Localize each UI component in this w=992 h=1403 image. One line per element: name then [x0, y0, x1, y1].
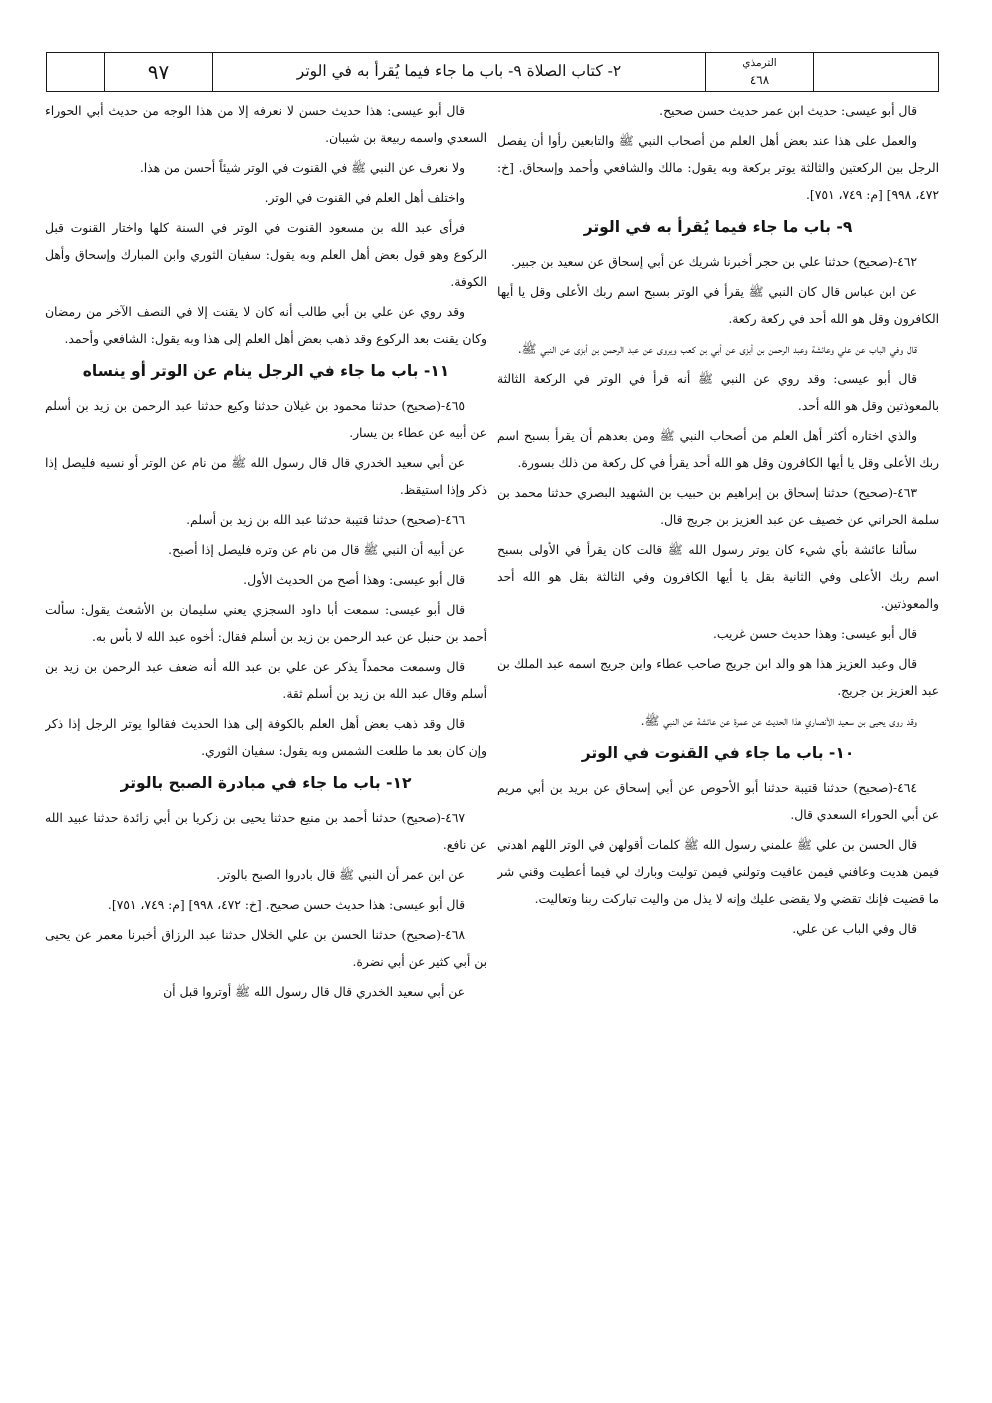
text-paragraph: ٤٦٢-(صحيح) حدثنا علي بن حجر أخبرنا شريك عن أبي إسحاق عن سعيد بن جبير. [510, 255, 917, 269]
text-paragraph: عن أبيه أن النبي ﷺ قال من نام عن وتره فليصل إذا أصبح. [168, 543, 465, 557]
chapter-heading: ١٠- باب ما جاء في القنوت في الوتر [581, 744, 855, 762]
chapter-heading: ٩- باب ما جاء فيما يُقرأ به في الوتر [583, 218, 853, 236]
text-paragraph: سألنا عائشة بأي شيء كان يوتر رسول الله ﷺ قالت كان يقرأ في الأولى بسبح اسم ربك الأعلى وفي الثانية بقل يا أيها الكافرون وفي الثالثة بقل هو الله أحد والمعوذتين. [497, 543, 939, 611]
page-header [46, 52, 939, 92]
text-paragraph: قال أبو عيسى: وهذا حديث حسن غريب. [712, 627, 917, 641]
header-page-number-cell [104, 53, 212, 91]
text-paragraph: عن أبي سعيد الخدري قال قال رسول الله ﷺ من نام عن الوتر أو نسيه فليصل إذا ذكر وإذا استيقظ. [45, 456, 487, 497]
text-paragraph: قال أبو عيسى: حديث ابن عمر حديث حسن صحيح. [659, 104, 917, 118]
text-paragraph: واختلف أهل العلم في القنوت في الوتر. [264, 191, 465, 205]
left-column [45, 98, 487, 1373]
text-paragraph: قال وفي الباب عن علي. [792, 922, 917, 936]
text-paragraph: عن ابن عمر أن النبي ﷺ قال بادروا الصبح بالوتر. [216, 868, 465, 882]
page-number: ٩٧ [147, 60, 170, 84]
text-paragraph: قال وعبد العزيز هذا هو والد ابن جريج صاحب عطاء وابن جريج اسمه عبد الملك بن عبد العزيز بن جريج. [497, 657, 939, 698]
chapter-heading: ١٢- باب ما جاء في مبادرة الصبح بالوتر [120, 774, 412, 792]
text-paragraph: قال أبو عيسى: سمعت أبا داود السجزي يعني سليمان بن الأشعث يقول: سألت أحمد بن حنبل عن عبد الرحمن بن زيد بن أسلم فقال: أخوه عبد الله لا بأس به. [45, 603, 487, 644]
chapter-heading: ١١- باب ما جاء في الرجل ينام عن الوتر أو ينساه [82, 362, 450, 380]
text-paragraph: عن أبي سعيد الخدري قال قال رسول الله ﷺ أوتروا قبل أن [163, 985, 465, 999]
text-paragraph: فرأى عبد الله بن مسعود القنوت في الوتر في السنة كلها واختار القنوت قبل الركوع وهو قول بعض أهل العلم وبه يقول: سفيان الثوري وابن المبارك وإسحاق وأهل الكوفة. [45, 221, 487, 289]
text-paragraph: ٤٦٤-(صحيح) حدثنا قتيبة حدثنا أبو الأحوص عن أبي إسحاق عن بريد بن أبي مريم عن أبي الحوراء السعدي قال. [497, 781, 939, 822]
header-book-cell [705, 53, 813, 91]
text-paragraph: قال أبو عيسى: هذا حديث حسن لا نعرفه إلا من هذا الوجه من حديث أبي الحوراء السعدي واسمه ربيعة بن شيبان. [45, 104, 487, 145]
right-column [497, 98, 939, 1373]
text-paragraph: والعمل على هذا عند بعض أهل العلم من أصحاب النبي ﷺ والتابعين رأوا أن يفصل الرجل بين الركعتين والثالثة يوتر بركعة وبه يقول: مالك والشافعي وأحمد وإسحاق. [خ: ٤٧٢، ٩٩٨] [م: ٧٤٩، ٧٥١]. [497, 134, 939, 202]
text-paragraph: قال وفي الباب عن علي وعائشة وعبد الرحمن بن أبزى عن أبي بن كعب ويروى عن عبد الرحمن بن أبزى عن النبي ﷺ. [517, 342, 917, 356]
header-empty-cell-right [47, 53, 104, 91]
text-paragraph: قال الحسن بن علي ﷺ علمني رسول الله ﷺ كلمات أقولهن في الوتر اللهم اهدني فيمن هديت وعافني فيمن عافيت وتولني فيمن توليت وبارك لي فيما أعطيت وقني شر ما قضيت فإنك تقضي ولا يقضى عليك وإنه لا يذل من واليت تباركت ربنا وتعاليت. [497, 838, 939, 906]
text-paragraph: قال أبو عيسى: وقد روي عن النبي ﷺ أنه قرأ في الوتر في الركعة الثالثة بالمعوذتين وقل هو الله أحد. [497, 372, 939, 413]
text-paragraph: قال وسمعت محمداً يذكر عن علي بن عبد الله أنه ضعف عبد الرحمن بن زيد بن أسلم وقال عبد الله بن زيد بن أسلم ثقة. [45, 660, 487, 701]
text-paragraph: وقد روي عن علي بن أبي طالب أنه كان لا يقنت إلا في النصف الآخر من رمضان وكان يقنت بعد الركوع وقد ذهب بعض أهل العلم إلى هذا وبه يقول: الشافعي وأحمد. [45, 305, 487, 346]
text-paragraph: قال وقد ذهب بعض أهل العلم بالكوفة إلى هذا الحديث فقالوا يوتر الرجل إذا ذكر وإن كان بعد ما طلعت الشمس وبه يقول: سفيان الثوري. [45, 717, 487, 758]
text-paragraph: والذي اختاره أكثر أهل العلم من أصحاب النبي ﷺ ومن بعدهم أن يقرأ بسبح اسم ربك الأعلى وقل يا أيها الكافرون وقل هو الله أحد يقرأ في كل ركعة من ذلك بسورة. [497, 429, 939, 470]
text-paragraph: ٤٦٥-(صحيح) حدثنا محمود بن غيلان حدثنا وكيع حدثنا عبد الرحمن بن زيد بن أسلم عن أبيه عن عطاء بن يسار. [45, 399, 487, 440]
text-paragraph: ٤٦٨-(صحيح) حدثنا الحسن بن علي الخلال حدثنا عبد الرزاق أخبرنا معمر عن يحيى بن أبي كثير عن أبي نضرة. [45, 928, 487, 969]
text-paragraph: ٤٦٦-(صحيح) حدثنا قتيبة حدثنا عبد الله بن زيد بن أسلم. [186, 513, 465, 527]
book-number: ٤٦٨ [749, 73, 770, 87]
text-paragraph: وقد روى يحيى بن سعيد الأنصاري هذا الحديث عن عمرة عن عائشة عن النبي ﷺ. [640, 714, 917, 728]
text-paragraph: ٤٦٣-(صحيح) حدثنا إسحاق بن إبراهيم بن حبيب بن الشهيد البصري حدثنا محمد بن سلمة الحراني عن خصيف عن عبد العزيز بن جريج قال. [497, 486, 939, 527]
text-paragraph: قال أبو عيسى: وهذا أصح من الحديث الأول. [243, 573, 465, 587]
book-name: الترمذي [742, 57, 777, 69]
text-paragraph: ٤٦٧-(صحيح) حدثنا أحمد بن منيع حدثنا يحيى بن زكريا بن أبي زائدة حدثنا عبيد الله عن نافع. [45, 811, 487, 852]
header-title-cell [212, 53, 705, 91]
header-empty-cell-left [813, 53, 940, 91]
text-paragraph: عن ابن عباس قال كان النبي ﷺ يقرأ في الوتر بسبح اسم ربك الأعلى وقل يا أيها الكافرون وقل هو الله أحد في ركعة ركعة. [497, 285, 939, 326]
text-paragraph: ولا نعرف عن النبي ﷺ في القنوت في الوتر شيئاً أحسن من هذا. [139, 161, 465, 175]
text-paragraph: قال أبو عيسى: هذا حديث حسن صحيح. [خ: ٤٧٢، ٩٩٨] [م: ٧٤٩، ٧٥١]. [107, 898, 465, 912]
running-title: ٢- كتاب الصلاة ٩- باب ما جاء فيما يُقرأ به في الوتر [296, 62, 622, 80]
